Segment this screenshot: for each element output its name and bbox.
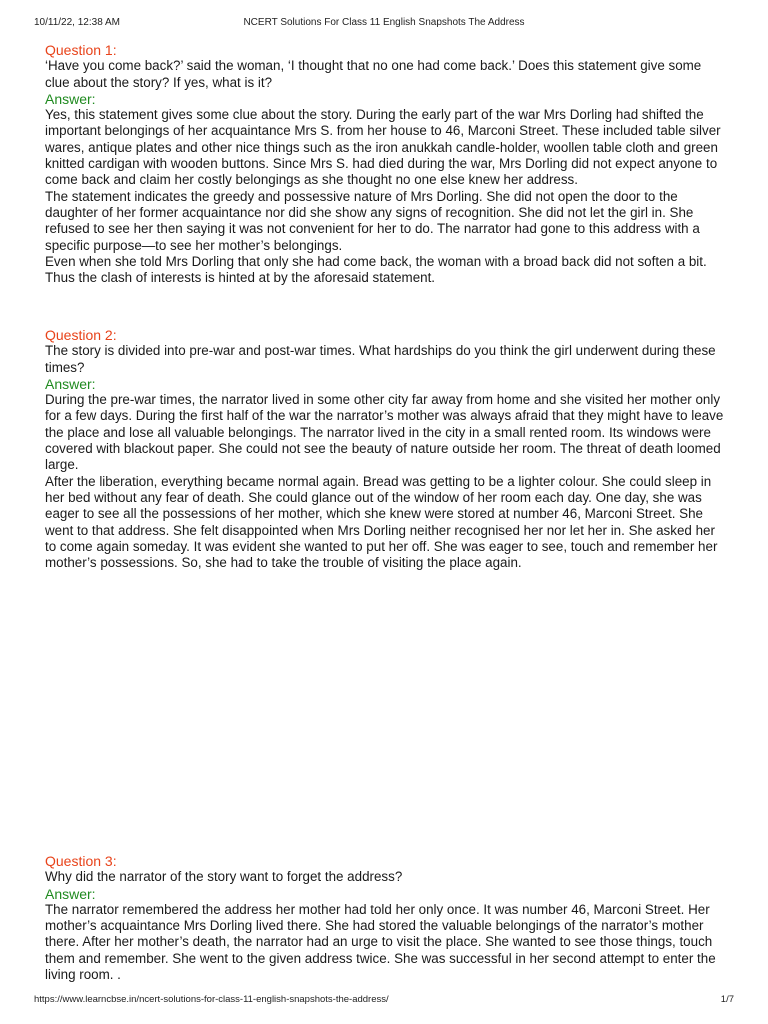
question-block-3 <box>45 853 729 983</box>
question-text: Why did the narrator of the story want to forget the address? <box>45 869 403 885</box>
answer-label: Answer: <box>45 375 96 392</box>
question-text: ‘Have you come back?’ said the woman, ‘I thought that no one had come back.’ Does this statement give some clue about the story? If yes, what is it? <box>45 58 702 90</box>
question-block-1 <box>45 42 729 286</box>
question-label: Question 2: <box>45 327 117 343</box>
page-url: https://www.learncbse.in/ncert-solutions-for-class-11-english-snapshots-the-address/ <box>34 994 389 1005</box>
answer-paragraph: During the pre-war times, the narrator lived in some other city far away from home and she visited her mother only for a few days. During the first half of the war the narrator’s mother was always afraid that they might have to leave the place and lose all valuable belongings. The narrator lived in the city in a small rented room. Its windows were covered with blackout paper. She could not see the beauty of nature outside her room. The threat of death loomed large. <box>45 392 724 473</box>
answer-paragraph: The statement indicates the greedy and possessive nature of Mrs Dorling. She did not open the door to the daughter of her former acquaintance nor did she show any signs of recognition. She did not let the girl in. She refused to see her then saying it was not convenient for her to do. The narrator had gone to this address with a specific purpose—to see her mother’s belongings. <box>45 188 700 253</box>
page-number: 1/7 <box>720 994 734 1005</box>
answer-paragraph: After the liberation, everything became normal again. Bread was getting to be a lighter colour. She could sleep in her bed without any fear of death. She could glance out of the window of her room each day. One day, she was eager to see all the possessions of her mother, which she knew were stored at number 46, Marconi Street. She went to that address. She felt disappointed when Mrs Dorling neither recognised her nor let her in. She asked her to come again someday. It was evident she wanted to put her off. She was eager to see, touch and remember her mother’s possessions. So, she had to take the trouble of visiting the place again. <box>45 473 718 571</box>
print-header <box>0 17 768 31</box>
question-block-2 <box>45 327 729 571</box>
answer-label: Answer: <box>45 90 96 107</box>
question-text: The story is divided into pre-war and post-war times. What hardships do you think the girl underwent during these times? <box>45 343 716 375</box>
answer-paragraph: Yes, this statement gives some clue about the story. During the early part of the war Mrs Dorling had shifted the important belongings of her acquaintance Mrs S. from her house to 46, Marconi Street. These included table silver wares, antique plates and other nice things such as the iron anukkah candle-holder, woollen table cloth and green knitted cardigan with wooden buttons. Since Mrs S. had died during the war, Mrs Dorling did not expect anyone to come back and claim her costly belongings as she thought no one else knew her address. <box>45 107 721 188</box>
question-label: Question 3: <box>45 853 117 869</box>
answer-paragraph: Even when she told Mrs Dorling that only she had come back, the woman with a broad back did not soften a bit. Thus the clash of interests is hinted at by the aforesaid statement. <box>45 253 707 286</box>
question-label: Question 1: <box>45 42 117 58</box>
print-footer <box>0 994 768 1008</box>
answer-label: Answer: <box>45 885 96 902</box>
print-datetime: 10/11/22, 12:38 AM <box>34 17 120 28</box>
answer-paragraph: The narrator remembered the address her mother had told her only once. It was number 46, Marconi Street. Her mother’s acquaintance Mrs Dorling lived there. She had stored the valuable belongings of the narrator’s mother there. After her mother’s death, the narrator had an urge to visit the place. She wanted to see those things, touch them and remember. She went to the given address twice. She was successful in her second attempt to enter the living room. . <box>45 901 716 983</box>
print-page-title: NCERT Solutions For Class 11 English Snapshots The Address <box>243 17 525 28</box>
